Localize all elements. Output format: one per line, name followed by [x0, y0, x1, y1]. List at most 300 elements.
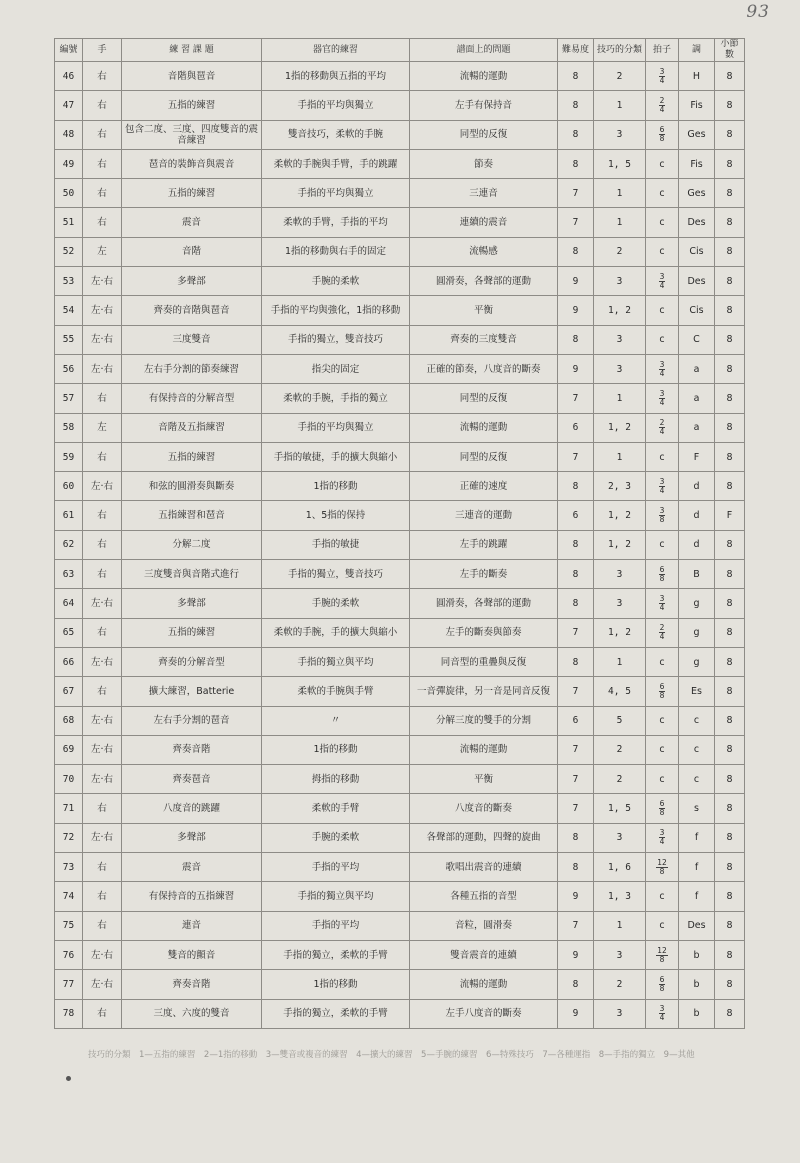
cell-technique: 5	[594, 706, 646, 735]
cell-number: 74	[55, 882, 83, 911]
cell-organ: 手指的獨立，雙音技巧	[262, 325, 410, 354]
cell-bars: 8	[715, 794, 745, 823]
table-row	[55, 940, 745, 969]
cell-bars: 8	[715, 384, 745, 413]
cell-hand: 右	[83, 149, 122, 178]
cell-technique: 2	[594, 237, 646, 266]
cell-organ: 手指的平均與獨立	[262, 179, 410, 208]
cell-problem: 一音彈旋律，另一音是同音反復	[410, 677, 558, 706]
cell-meter	[646, 62, 679, 91]
cell-number: 47	[55, 91, 83, 120]
cell-difficulty: 8	[558, 325, 594, 354]
cell-key: a	[679, 413, 715, 442]
table-row	[55, 882, 745, 911]
cell-technique: 1, 3	[594, 882, 646, 911]
cell-technique: 1	[594, 384, 646, 413]
cell-organ: 柔軟的手腕與手臂	[262, 677, 410, 706]
table-row	[55, 384, 745, 413]
cell-meter: c	[646, 296, 679, 325]
time-signature: $\frac{12}{8}$	[657, 857, 667, 876]
cell-difficulty: 8	[558, 237, 594, 266]
table-row	[55, 501, 745, 530]
cell-difficulty: 9	[558, 940, 594, 969]
cell-hand: 右	[83, 501, 122, 530]
cell-hand: 右	[83, 677, 122, 706]
cell-number: 72	[55, 823, 83, 852]
cell-technique: 2	[594, 735, 646, 764]
cell-difficulty: 8	[558, 120, 594, 149]
cell-number: 59	[55, 442, 83, 471]
cell-difficulty: 7	[558, 384, 594, 413]
cell-hand: 右	[83, 882, 122, 911]
cell-number: 61	[55, 501, 83, 530]
table-row	[55, 472, 745, 501]
cell-technique: 2	[594, 970, 646, 999]
cell-number: 49	[55, 149, 83, 178]
cell-bars: 8	[715, 999, 745, 1028]
cell-meter: c	[646, 735, 679, 764]
cell-problem: 正確的速度	[410, 472, 558, 501]
cell-meter	[646, 267, 679, 296]
cell-hand: 左·右	[83, 647, 122, 676]
cell-bars: 8	[715, 442, 745, 471]
time-signature: $\frac{2}{4}$	[659, 418, 665, 437]
cell-topic: 音階	[122, 237, 262, 266]
cell-problem: 流暢感	[410, 237, 558, 266]
cell-organ: 柔軟的手腕，手指的獨立	[262, 384, 410, 413]
cell-meter	[646, 853, 679, 882]
cell-technique: 1	[594, 208, 646, 237]
table-row	[55, 911, 745, 940]
cell-key: Fis	[679, 91, 715, 120]
table-row	[55, 970, 745, 999]
cell-meter: c	[646, 208, 679, 237]
table-row	[55, 442, 745, 471]
cell-meter: c	[646, 149, 679, 178]
cell-organ: 手指的獨立，柔軟的手臂	[262, 999, 410, 1028]
cell-problem: 同型的反復	[410, 120, 558, 149]
cell-meter: c	[646, 325, 679, 354]
cell-number: 56	[55, 354, 83, 383]
cell-hand: 右	[83, 911, 122, 940]
table-row	[55, 179, 745, 208]
time-signature: $\frac{3}{4}$	[659, 359, 665, 378]
cell-topic: 五指的練習	[122, 91, 262, 120]
cell-difficulty: 8	[558, 62, 594, 91]
cell-hand: 左·右	[83, 267, 122, 296]
cell-topic: 齊奏音階	[122, 735, 262, 764]
cell-bars: 8	[715, 765, 745, 794]
table-row	[55, 62, 745, 91]
cell-technique: 3	[594, 823, 646, 852]
cell-bars: 8	[715, 706, 745, 735]
header-row	[55, 39, 745, 62]
cell-number: 51	[55, 208, 83, 237]
cell-number: 68	[55, 706, 83, 735]
cell-key: Des	[679, 911, 715, 940]
cell-hand: 右	[83, 208, 122, 237]
cell-key: a	[679, 354, 715, 383]
cell-problem: 流暢的運動	[410, 970, 558, 999]
cell-hand: 右	[83, 853, 122, 882]
header-cell: 調	[679, 39, 715, 62]
cell-technique: 3	[594, 354, 646, 383]
cell-number: 46	[55, 62, 83, 91]
time-signature: $\frac{2}{4}$	[659, 623, 665, 642]
cell-problem: 流暢的運動	[410, 735, 558, 764]
cell-key: b	[679, 940, 715, 969]
header-cell: 小節數	[715, 39, 745, 62]
cell-key: F	[679, 442, 715, 471]
cell-bars: 8	[715, 560, 745, 589]
cell-organ: 柔軟的手臂，手指的平均	[262, 208, 410, 237]
cell-organ: 手指的平均	[262, 853, 410, 882]
header-cell: 技巧的分類	[594, 39, 646, 62]
cell-problem: 左手的斷奏與節奏	[410, 618, 558, 647]
cell-organ: 1指的移動與五指的平均	[262, 62, 410, 91]
cell-technique: 3	[594, 325, 646, 354]
cell-key: s	[679, 794, 715, 823]
cell-meter	[646, 560, 679, 589]
time-signature: $\frac{3}{4}$	[659, 388, 665, 407]
cell-organ: 手指的獨立，雙音技巧	[262, 560, 410, 589]
time-signature: $\frac{6}{8}$	[659, 125, 665, 144]
cell-number: 64	[55, 589, 83, 618]
cell-hand: 左·右	[83, 325, 122, 354]
cell-bars: 8	[715, 208, 745, 237]
cell-technique: 3	[594, 267, 646, 296]
table-row	[55, 354, 745, 383]
cell-problem: 平衡	[410, 765, 558, 794]
cell-key: g	[679, 618, 715, 647]
cell-technique: 1	[594, 647, 646, 676]
cell-bars: 8	[715, 911, 745, 940]
cell-difficulty: 8	[558, 149, 594, 178]
cell-number: 70	[55, 765, 83, 794]
cell-problem: 平衡	[410, 296, 558, 325]
table-row	[55, 208, 745, 237]
cell-meter: c	[646, 442, 679, 471]
cell-meter	[646, 677, 679, 706]
time-signature: $\frac{3}{4}$	[659, 66, 665, 85]
cell-key: f	[679, 823, 715, 852]
cell-key: C	[679, 325, 715, 354]
cell-organ: 手指的獨立，柔軟的手臂	[262, 940, 410, 969]
time-signature: $\frac{3}{4}$	[659, 1004, 665, 1023]
cell-bars: 8	[715, 149, 745, 178]
table-row	[55, 237, 745, 266]
time-signature: $\frac{12}{8}$	[657, 945, 667, 964]
cell-difficulty: 7	[558, 618, 594, 647]
time-signature: $\frac{3}{8}$	[659, 506, 665, 525]
time-signature: $\frac{6}{8}$	[659, 799, 665, 818]
cell-organ: 手指的平均與獨立	[262, 91, 410, 120]
cell-hand: 左·右	[83, 735, 122, 764]
time-signature: $\frac{6}{8}$	[659, 564, 665, 583]
cell-bars: 8	[715, 647, 745, 676]
cell-key: c	[679, 765, 715, 794]
cell-problem: 齊奏的三度雙音	[410, 325, 558, 354]
cell-meter	[646, 120, 679, 149]
cell-organ: 手腕的柔軟	[262, 823, 410, 852]
cell-topic: 分解二度	[122, 530, 262, 559]
cell-meter: c	[646, 911, 679, 940]
cell-bars: 8	[715, 62, 745, 91]
cell-topic: 連音	[122, 911, 262, 940]
header-cell: 練 習 課 題	[122, 39, 262, 62]
cell-organ: 手腕的柔軟	[262, 267, 410, 296]
cell-problem: 同型的反復	[410, 384, 558, 413]
cell-topic: 音階及五指練習	[122, 413, 262, 442]
cell-technique: 1, 6	[594, 853, 646, 882]
cell-key: B	[679, 560, 715, 589]
cell-organ: 柔軟的手腕，手的擴大與縮小	[262, 618, 410, 647]
cell-technique: 1, 5	[594, 149, 646, 178]
cell-organ: 手指的平均	[262, 911, 410, 940]
cell-meter	[646, 823, 679, 852]
cell-topic: 多聲部	[122, 267, 262, 296]
cell-problem: 圓滑奏，各聲部的運動	[410, 267, 558, 296]
cell-meter	[646, 794, 679, 823]
table-row	[55, 589, 745, 618]
cell-meter	[646, 354, 679, 383]
cell-bars: 8	[715, 237, 745, 266]
cell-organ: 手腕的柔軟	[262, 589, 410, 618]
cell-bars: 8	[715, 589, 745, 618]
cell-organ: 手指的獨立與平均	[262, 647, 410, 676]
cell-difficulty: 7	[558, 442, 594, 471]
cell-topic: 震音	[122, 853, 262, 882]
cell-number: 52	[55, 237, 83, 266]
cell-number: 71	[55, 794, 83, 823]
cell-problem: 八度音的斷奏	[410, 794, 558, 823]
cell-key: b	[679, 999, 715, 1028]
cell-number: 67	[55, 677, 83, 706]
cell-bars: 8	[715, 530, 745, 559]
cell-difficulty: 8	[558, 589, 594, 618]
time-signature: $\frac{3}{4}$	[659, 828, 665, 847]
cell-problem: 音粒，圓滑奏	[410, 911, 558, 940]
cell-problem: 流暢的運動	[410, 62, 558, 91]
cell-technique: 1	[594, 911, 646, 940]
cell-key: Des	[679, 208, 715, 237]
cell-hand: 右	[83, 179, 122, 208]
cell-problem: 左手的跳躍	[410, 530, 558, 559]
cell-difficulty: 8	[558, 970, 594, 999]
cell-bars: 8	[715, 179, 745, 208]
cell-technique: 3	[594, 589, 646, 618]
cell-difficulty: 9	[558, 882, 594, 911]
footnote: 技巧的分類 1—五指的練習 2—1指的移動 3—雙音或複音的練習 4—擴大的練習 5—手腕的練習 6—特殊技巧 7—各種運指 8—手指的獨立 9—其他	[88, 1050, 695, 1060]
cell-hand: 右	[83, 91, 122, 120]
cell-topic: 五指的練習	[122, 179, 262, 208]
cell-number: 54	[55, 296, 83, 325]
table-row	[55, 706, 745, 735]
table-row	[55, 765, 745, 794]
cell-topic: 五指練習和琶音	[122, 501, 262, 530]
cell-bars: 8	[715, 940, 745, 969]
time-signature: $\frac{3}{4}$	[659, 271, 665, 290]
cell-key: H	[679, 62, 715, 91]
cell-meter: c	[646, 882, 679, 911]
cell-problem: 節奏	[410, 149, 558, 178]
cell-hand: 右	[83, 618, 122, 647]
cell-difficulty: 7	[558, 208, 594, 237]
cell-key: f	[679, 853, 715, 882]
cell-topic: 雙音的顫音	[122, 940, 262, 969]
cell-hand: 左·右	[83, 296, 122, 325]
cell-meter	[646, 384, 679, 413]
header-cell: 譜面上的問題	[410, 39, 558, 62]
cell-bars: F	[715, 501, 745, 530]
cell-topic: 三度雙音與音階式進行	[122, 560, 262, 589]
cell-number: 66	[55, 647, 83, 676]
cell-meter	[646, 940, 679, 969]
table-row	[55, 296, 745, 325]
cell-topic: 左右手分割的琶音	[122, 706, 262, 735]
cell-topic: 五指的練習	[122, 442, 262, 471]
cell-meter	[646, 501, 679, 530]
cell-key: f	[679, 882, 715, 911]
cell-meter	[646, 413, 679, 442]
cell-bars: 8	[715, 823, 745, 852]
cell-difficulty: 7	[558, 911, 594, 940]
cell-topic: 和弦的圓滑奏與斷奏	[122, 472, 262, 501]
cell-number: 48	[55, 120, 83, 149]
cell-bars: 8	[715, 296, 745, 325]
cell-problem: 各種五指的音型	[410, 882, 558, 911]
cell-organ: 柔軟的手臂	[262, 794, 410, 823]
cell-organ: 指尖的固定	[262, 354, 410, 383]
cell-hand: 右	[83, 530, 122, 559]
table-row	[55, 618, 745, 647]
cell-topic: 震音	[122, 208, 262, 237]
cell-technique: 1, 2	[594, 296, 646, 325]
cell-hand: 右	[83, 999, 122, 1028]
cell-key: d	[679, 530, 715, 559]
cell-hand: 右	[83, 442, 122, 471]
cell-hand: 左	[83, 237, 122, 266]
table-row	[55, 267, 745, 296]
cell-technique: 2	[594, 62, 646, 91]
cell-meter	[646, 91, 679, 120]
cell-problem: 連續的震音	[410, 208, 558, 237]
cell-number: 58	[55, 413, 83, 442]
cell-organ: 1指的移動	[262, 735, 410, 764]
cell-difficulty: 9	[558, 354, 594, 383]
cell-topic: 五指的練習	[122, 618, 262, 647]
cell-number: 55	[55, 325, 83, 354]
cell-organ: 1指的移動	[262, 970, 410, 999]
cell-number: 50	[55, 179, 83, 208]
cell-difficulty: 9	[558, 267, 594, 296]
cell-topic: 多聲部	[122, 823, 262, 852]
cell-number: 60	[55, 472, 83, 501]
table-row	[55, 413, 745, 442]
cell-key: a	[679, 384, 715, 413]
cell-difficulty: 6	[558, 706, 594, 735]
cell-technique: 2, 3	[594, 472, 646, 501]
table-row	[55, 794, 745, 823]
cell-topic: 包含二度、三度、四度雙音的震音練習	[122, 120, 262, 149]
cell-key: Des	[679, 267, 715, 296]
cell-number: 76	[55, 940, 83, 969]
cell-number: 75	[55, 911, 83, 940]
header-cell: 器官的練習	[262, 39, 410, 62]
cell-number: 62	[55, 530, 83, 559]
cell-bars: 8	[715, 677, 745, 706]
exercise-table	[54, 38, 745, 1029]
table-body	[55, 62, 745, 1029]
header-cell: 手	[83, 39, 122, 62]
cell-technique: 1	[594, 442, 646, 471]
cell-topic: 齊奏的音階與琶音	[122, 296, 262, 325]
cell-difficulty: 8	[558, 823, 594, 852]
cell-bars: 8	[715, 120, 745, 149]
cell-organ: 手指的平均與獨立	[262, 413, 410, 442]
cell-meter: c	[646, 706, 679, 735]
cell-hand: 左·右	[83, 354, 122, 383]
page-number: 93	[746, 2, 770, 22]
cell-bars: 8	[715, 267, 745, 296]
cell-difficulty: 8	[558, 853, 594, 882]
cell-number: 63	[55, 560, 83, 589]
cell-organ: 手指的獨立與平均	[262, 882, 410, 911]
cell-hand: 左·右	[83, 765, 122, 794]
cell-problem: 歌唱出震音的連續	[410, 853, 558, 882]
cell-key: Cis	[679, 296, 715, 325]
cell-difficulty: 6	[558, 413, 594, 442]
cell-hand: 左·右	[83, 472, 122, 501]
cell-topic: 八度音的跳躍	[122, 794, 262, 823]
cell-key: d	[679, 501, 715, 530]
cell-number: 57	[55, 384, 83, 413]
cell-hand: 右	[83, 62, 122, 91]
cell-meter	[646, 999, 679, 1028]
cell-meter: c	[646, 179, 679, 208]
cell-hand: 右	[83, 560, 122, 589]
cell-number: 53	[55, 267, 83, 296]
cell-problem: 三連音	[410, 179, 558, 208]
time-signature: $\frac{3}{4}$	[659, 593, 665, 612]
cell-difficulty: 6	[558, 501, 594, 530]
cell-key: Es	[679, 677, 715, 706]
cell-technique: 1, 2	[594, 501, 646, 530]
cell-difficulty: 8	[558, 530, 594, 559]
cell-meter	[646, 472, 679, 501]
cell-hand: 左	[83, 413, 122, 442]
cell-technique: 1, 5	[594, 794, 646, 823]
cell-technique: 2	[594, 765, 646, 794]
cell-key: b	[679, 970, 715, 999]
cell-problem: 分解三度的雙手的分割	[410, 706, 558, 735]
table-row	[55, 823, 745, 852]
cell-bars: 8	[715, 91, 745, 120]
cell-organ: 1、5指的保持	[262, 501, 410, 530]
cell-problem: 圓滑奏，各聲部的運動	[410, 589, 558, 618]
cell-organ: 手指的平均與強化，1指的移動	[262, 296, 410, 325]
cell-meter: c	[646, 647, 679, 676]
cell-meter: c	[646, 765, 679, 794]
time-signature: $\frac{2}{4}$	[659, 95, 665, 114]
time-signature: $\frac{6}{8}$	[659, 974, 665, 993]
time-signature: $\frac{3}{4}$	[659, 476, 665, 495]
cell-bars: 8	[715, 354, 745, 383]
cell-technique: 1, 2	[594, 413, 646, 442]
cell-bars: 8	[715, 970, 745, 999]
cell-hand: 左·右	[83, 589, 122, 618]
cell-technique: 3	[594, 999, 646, 1028]
